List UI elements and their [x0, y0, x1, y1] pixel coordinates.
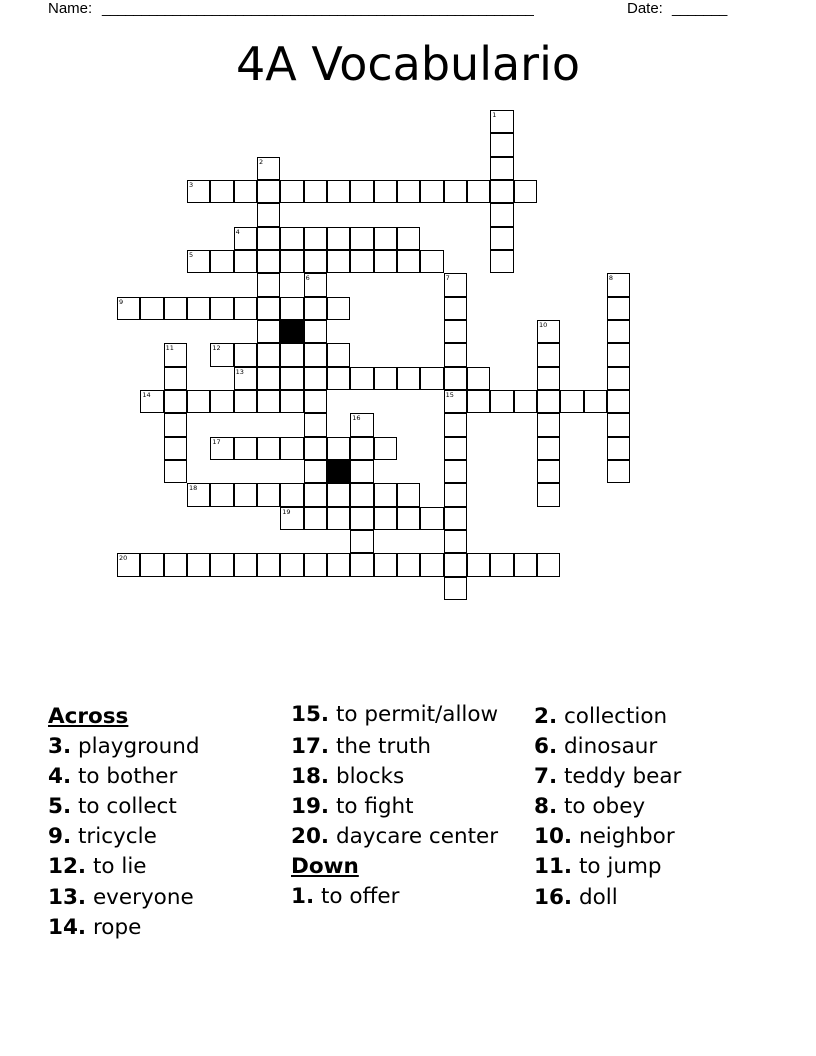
grid-cell[interactable] — [444, 180, 467, 203]
clue-number: 10 — [538, 320, 548, 329]
grid-cell[interactable] — [304, 320, 327, 343]
clue-number: 17 — [212, 437, 221, 446]
clue-down-1: 1. to offer — [291, 884, 400, 910]
grid-cell[interactable] — [280, 483, 303, 506]
grid-cell[interactable] — [304, 437, 327, 460]
grid-cell[interactable] — [374, 180, 397, 203]
grid-cell[interactable] — [304, 250, 327, 273]
grid-cell[interactable] — [257, 227, 280, 250]
grid-cell[interactable] — [490, 157, 513, 180]
grid-cell[interactable] — [374, 483, 397, 506]
grid-cell[interactable] — [304, 483, 327, 506]
grid-cell[interactable] — [490, 133, 513, 156]
grid-cell[interactable] — [374, 507, 397, 530]
grid-cell[interactable] — [234, 437, 257, 460]
grid-cell[interactable] — [374, 250, 397, 273]
grid-cell[interactable] — [514, 180, 537, 203]
grid-cell[interactable] — [420, 250, 443, 273]
grid-cell[interactable] — [350, 530, 373, 553]
clue-across-12: 12. to lie — [48, 854, 147, 880]
grid-cell[interactable] — [420, 507, 443, 530]
grid-cell[interactable] — [467, 553, 490, 576]
grid-cell[interactable] — [607, 413, 630, 436]
grid-cell[interactable] — [444, 483, 467, 506]
grid-cell[interactable] — [327, 227, 350, 250]
grid-cell[interactable] — [304, 180, 327, 203]
grid-cell[interactable] — [537, 390, 560, 413]
clue-number: 19 — [282, 507, 291, 516]
grid-cell[interactable] — [210, 437, 233, 460]
clue-across-19: 19. to fight — [291, 794, 414, 820]
grid-cell[interactable] — [607, 390, 630, 413]
clue-number: 14 — [142, 390, 151, 399]
grid-cell[interactable] — [210, 297, 233, 320]
clue-down-2: 2. collection — [534, 704, 668, 729]
grid-cell[interactable] — [374, 227, 397, 250]
grid-cell[interactable] — [210, 180, 233, 203]
grid-cell[interactable] — [187, 390, 210, 413]
grid-cell[interactable] — [117, 297, 140, 320]
clue-number: 9 — [119, 297, 124, 306]
grid-cell[interactable] — [187, 180, 210, 203]
grid-cell[interactable] — [514, 553, 537, 576]
clue-number: 20 — [119, 554, 128, 563]
grid-cell[interactable] — [350, 507, 373, 530]
clues-column-3 — [534, 702, 774, 913]
grid-cell[interactable] — [164, 297, 187, 320]
grid-cell[interactable] — [350, 367, 373, 390]
grid-cell[interactable] — [210, 390, 233, 413]
grid-cell[interactable] — [444, 460, 467, 483]
grid-cell[interactable] — [257, 437, 280, 460]
grid-cell[interactable] — [280, 390, 303, 413]
grid-cell[interactable] — [607, 437, 630, 460]
clues-column-2 — [291, 702, 531, 913]
grid-cell[interactable] — [117, 553, 140, 576]
grid-cell[interactable] — [420, 553, 443, 576]
grid-cell[interactable] — [164, 343, 187, 366]
grid-cell[interactable] — [444, 553, 467, 576]
grid-cell[interactable] — [304, 553, 327, 576]
clue-down-16: 16. doll — [534, 884, 618, 910]
grid-cell[interactable] — [257, 483, 280, 506]
grid-cell[interactable] — [444, 320, 467, 343]
name-field[interactable]: _______________________________________________________ — [102, 0, 534, 17]
clue-across-5: 5. to collect — [48, 794, 177, 820]
grid-cell[interactable] — [234, 390, 257, 413]
grid-cell[interactable] — [444, 367, 467, 390]
grid-cell[interactable] — [374, 553, 397, 576]
grid-cell[interactable] — [257, 297, 280, 320]
clue-number: 4 — [235, 227, 240, 236]
clues-column-1 — [48, 702, 278, 943]
grid-cell[interactable] — [280, 437, 303, 460]
grid-block — [327, 460, 350, 483]
grid-cell[interactable] — [607, 460, 630, 483]
grid-cell[interactable] — [350, 437, 373, 460]
date-label: Date: — [627, 0, 663, 17]
down-heading: Down — [291, 854, 359, 880]
clue-number: 8 — [608, 274, 614, 283]
grid-cell[interactable] — [560, 390, 583, 413]
grid-cell[interactable] — [280, 343, 303, 366]
grid-cell[interactable] — [397, 507, 420, 530]
grid-cell[interactable] — [444, 577, 467, 600]
grid-cell[interactable] — [584, 390, 607, 413]
date-field[interactable]: _______ — [672, 0, 727, 17]
grid-cell[interactable] — [164, 367, 187, 390]
grid-cell[interactable] — [210, 483, 233, 506]
grid-cell[interactable] — [234, 227, 257, 250]
grid-cell[interactable] — [607, 367, 630, 390]
grid-cell[interactable] — [140, 553, 163, 576]
grid-cell[interactable] — [280, 250, 303, 273]
grid-cell[interactable] — [374, 367, 397, 390]
grid-cell[interactable] — [397, 367, 420, 390]
grid-cell[interactable] — [257, 250, 280, 273]
grid-cell[interactable] — [327, 483, 350, 506]
grid-cell[interactable] — [257, 273, 280, 296]
grid-cell[interactable] — [304, 460, 327, 483]
grid-cell[interactable] — [537, 367, 560, 390]
grid-cell[interactable] — [444, 273, 467, 296]
grid-cell[interactable] — [350, 553, 373, 576]
grid-cell[interactable] — [187, 553, 210, 576]
clue-across-14: 14. rope — [48, 914, 142, 940]
grid-cell[interactable] — [420, 180, 443, 203]
grid-cell[interactable] — [327, 437, 350, 460]
grid-cell[interactable] — [234, 297, 257, 320]
grid-cell[interactable] — [304, 367, 327, 390]
grid-cell[interactable] — [397, 250, 420, 273]
grid-cell[interactable] — [257, 203, 280, 226]
grid-cell[interactable] — [304, 297, 327, 320]
grid-cell[interactable] — [444, 413, 467, 436]
clue-across-4: 4. to bother — [48, 764, 178, 790]
grid-cell[interactable] — [607, 320, 630, 343]
grid-cell[interactable] — [350, 460, 373, 483]
grid-cell[interactable] — [280, 180, 303, 203]
grid-cell[interactable] — [350, 180, 373, 203]
clue-down-6: 6. dinosaur — [534, 734, 658, 760]
grid-cell[interactable] — [397, 227, 420, 250]
name-label: Name: — [48, 0, 93, 17]
grid-cell[interactable] — [490, 390, 513, 413]
grid-cell[interactable] — [257, 320, 280, 343]
grid-cell[interactable] — [140, 390, 163, 413]
clue-number: 2 — [258, 157, 264, 166]
grid-cell[interactable] — [234, 483, 257, 506]
grid-cell[interactable] — [420, 367, 443, 390]
across-heading: Across — [48, 704, 129, 729]
grid-cell[interactable] — [537, 343, 560, 366]
grid-cell[interactable] — [234, 250, 257, 273]
grid-cell[interactable] — [374, 437, 397, 460]
grid-cell[interactable] — [327, 367, 350, 390]
grid-cell[interactable] — [607, 343, 630, 366]
grid-cell[interactable] — [467, 180, 490, 203]
clue-across-18: 18. blocks — [291, 764, 405, 790]
grid-cell[interactable] — [444, 507, 467, 530]
clue-across-15: 15. to permit/allow — [291, 702, 499, 727]
grid-cell[interactable] — [234, 553, 257, 576]
grid-cell[interactable] — [187, 250, 210, 273]
grid-cell[interactable] — [304, 273, 327, 296]
grid-cell[interactable] — [444, 343, 467, 366]
clue-down-8: 8. to obey — [534, 794, 646, 820]
clue-across-13: 13. everyone — [48, 884, 194, 910]
grid-cell[interactable] — [490, 180, 513, 203]
grid-cell[interactable] — [280, 367, 303, 390]
grid-cell[interactable] — [350, 413, 373, 436]
clue-down-7: 7. teddy bear — [534, 764, 682, 790]
clue-across-3: 3. playground — [48, 734, 200, 760]
grid-cell[interactable] — [350, 227, 373, 250]
clue-down-10: 10. neighbor — [534, 824, 675, 850]
grid-cell[interactable] — [490, 203, 513, 226]
grid-cell[interactable] — [210, 343, 233, 366]
clue-number: 18 — [188, 484, 198, 493]
grid-cell[interactable] — [444, 437, 467, 460]
grid-cell[interactable] — [467, 367, 490, 390]
grid-cell[interactable] — [187, 483, 210, 506]
grid-cell[interactable] — [607, 273, 630, 296]
grid-cell[interactable] — [304, 227, 327, 250]
grid-cell[interactable] — [187, 297, 210, 320]
grid-cell[interactable] — [327, 297, 350, 320]
grid-cell[interactable] — [467, 390, 490, 413]
clue-number: 7 — [445, 274, 450, 283]
grid-cell[interactable] — [537, 483, 560, 506]
grid-cell[interactable] — [444, 297, 467, 320]
grid-cell[interactable] — [257, 343, 280, 366]
grid-cell[interactable] — [280, 507, 303, 530]
grid-cell[interactable] — [210, 250, 233, 273]
clue-across-9: 9. tricycle — [48, 824, 157, 850]
grid-cell[interactable] — [444, 390, 467, 413]
grid-cell[interactable] — [490, 553, 513, 576]
grid-cell[interactable] — [257, 390, 280, 413]
grid-cell[interactable] — [164, 460, 187, 483]
grid-cell[interactable] — [164, 437, 187, 460]
grid-cell[interactable] — [537, 320, 560, 343]
grid-cell[interactable] — [537, 460, 560, 483]
clue-number: 3 — [188, 180, 194, 189]
grid-cell[interactable] — [164, 413, 187, 436]
grid-cell[interactable] — [210, 553, 233, 576]
clue-across-17: 17. the truth — [291, 734, 432, 759]
grid-cell[interactable] — [140, 297, 163, 320]
grid-cell[interactable] — [257, 367, 280, 390]
grid-cell[interactable] — [350, 483, 373, 506]
grid-cell[interactable] — [257, 553, 280, 576]
clue-down-11: 11. to jump — [534, 854, 662, 880]
grid-cell[interactable] — [257, 157, 280, 180]
clue-number: 13 — [235, 367, 244, 376]
grid-cell[interactable] — [280, 297, 303, 320]
page-title: 4A Vocabulario — [235, 37, 581, 91]
grid-cell[interactable] — [164, 390, 187, 413]
grid-cell[interactable] — [257, 180, 280, 203]
grid-cell[interactable] — [490, 227, 513, 250]
clue-number: 11 — [165, 344, 174, 353]
grid-cell[interactable] — [280, 227, 303, 250]
grid-cell[interactable] — [327, 343, 350, 366]
grid-cell[interactable] — [234, 180, 257, 203]
grid-cell[interactable] — [537, 553, 560, 576]
grid-cell[interactable] — [444, 530, 467, 553]
grid-cell[interactable] — [397, 553, 420, 576]
clue-number: 15 — [445, 390, 454, 399]
clue-number: 12 — [212, 344, 221, 353]
grid-cell[interactable] — [327, 553, 350, 576]
grid-cell[interactable] — [327, 250, 350, 273]
grid-cell[interactable] — [397, 483, 420, 506]
grid-cell[interactable] — [164, 553, 187, 576]
clue-across-20: 20. daycare center — [291, 824, 499, 850]
clue-number: 1 — [492, 111, 497, 119]
grid-block — [280, 320, 303, 343]
grid-cell[interactable] — [397, 180, 420, 203]
grid-cell[interactable] — [304, 507, 327, 530]
grid-cell[interactable] — [514, 390, 537, 413]
grid-cell[interactable] — [350, 250, 373, 273]
clue-number: 6 — [305, 274, 310, 283]
grid-cell[interactable] — [490, 110, 513, 133]
grid-cell[interactable] — [280, 553, 303, 576]
grid-cell[interactable] — [537, 437, 560, 460]
clue-number: 16 — [352, 414, 361, 423]
grid-cell[interactable] — [537, 413, 560, 436]
grid-cell[interactable] — [304, 390, 327, 413]
clue-number: 5 — [188, 250, 194, 259]
grid-cell[interactable] — [607, 297, 630, 320]
grid-cell[interactable] — [304, 343, 327, 366]
grid-cell[interactable] — [327, 180, 350, 203]
grid-cell[interactable] — [234, 343, 257, 366]
grid-cell[interactable] — [304, 413, 327, 436]
grid-cell[interactable] — [490, 250, 513, 273]
grid-cell[interactable] — [234, 367, 257, 390]
grid-cell[interactable] — [327, 507, 350, 530]
